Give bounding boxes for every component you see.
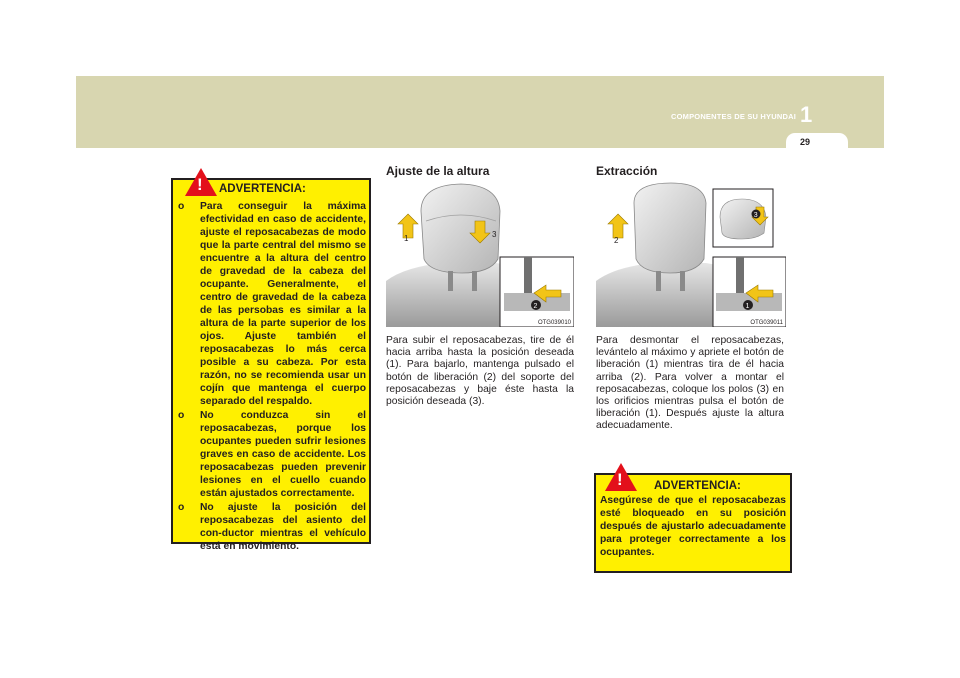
headrest-removal-illustration — [596, 181, 786, 327]
svg-text:3: 3 — [492, 230, 497, 239]
warning-triangle-icon: ! — [605, 463, 637, 491]
figure-height-adjust — [386, 181, 574, 327]
warning-title: ADVERTENCIA: — [654, 480, 741, 492]
figure-code: OTG039010 — [537, 320, 571, 326]
warning-list — [178, 200, 366, 554]
svg-text:3: 3 — [753, 212, 758, 219]
warning-item: o No ajuste la posición del reposacabezas del asiento del con-ductor mientras el vehículo está en movimiento. — [178, 502, 366, 552]
warning-item: o No conduzca sin el reposacabezas, porque los ocupantes pueden sufrir lesiones graves en caso de accidente. Los reposacabezas pueden prevenir lesiones en el cuello cuando están ajustados correctamente. — [178, 410, 366, 499]
section-heading-height: Ajuste de la altura — [386, 164, 490, 178]
height-text: Para subir el reposacabezas, tire de él hacia arriba hasta la posición deseada (1). Para bajarlo, mantenga pulsado el botón de liberación (2) del soporte del reposacabezas y baje éste hasta la posición deseada (3). — [386, 335, 574, 408]
figure-removal — [596, 181, 786, 327]
warning-box-left — [171, 175, 371, 552]
chapter-title: COMPONENTES DE SU HYUNDAI — [670, 112, 796, 121]
section-heading-removal: Extracción — [596, 164, 658, 178]
warning-triangle-icon: ! — [185, 168, 217, 196]
warning-text: Asegúrese de que el reposacabezas esté bloqueado en su posición después de ajustarlo adecuadamente para proteger correctamente a los ocupantes. — [600, 495, 786, 558]
warning-box-right — [594, 470, 792, 573]
svg-text:2: 2 — [533, 303, 538, 310]
warning-item: o Para conseguir la máxima efectividad en caso de accidente, ajuste el reposacabezas de modo que la parte central del mismo se encuentre a la altura del centro de gravedad de la cabeza del ocupante. Generalmente, el centro de gravedad de la cabeza de las persobas es similar a la altura de la parte superior de los ojos. Ajuste también el reposacabezas lo más cerca posible a su cabeza. Por esta razón, no se recomienda usar un cojín que mantenga el cuerpo separado del respaldo. — [178, 201, 366, 407]
chapter-number: 1 — [800, 102, 813, 127]
svg-text:1: 1 — [404, 234, 409, 243]
removal-text: Para desmontar el reposacabezas, levántelo al máximo y apriete el botón de liberación (1) mientras tira de él hacia arriba (2). Para volver a montar el reposacabezas, coloque los polos (3) en los orificios mientras pulsa el botón de liberación (1). Después ajuste la altura adecuadamente. — [596, 335, 784, 432]
svg-text:2: 2 — [614, 236, 619, 245]
headrest-height-illustration — [386, 181, 574, 327]
warning-title: ADVERTENCIA: — [219, 183, 306, 195]
svg-text:1: 1 — [745, 303, 750, 310]
figure-code: OTG039011 — [750, 320, 783, 326]
page-number: 29 — [799, 137, 810, 147]
